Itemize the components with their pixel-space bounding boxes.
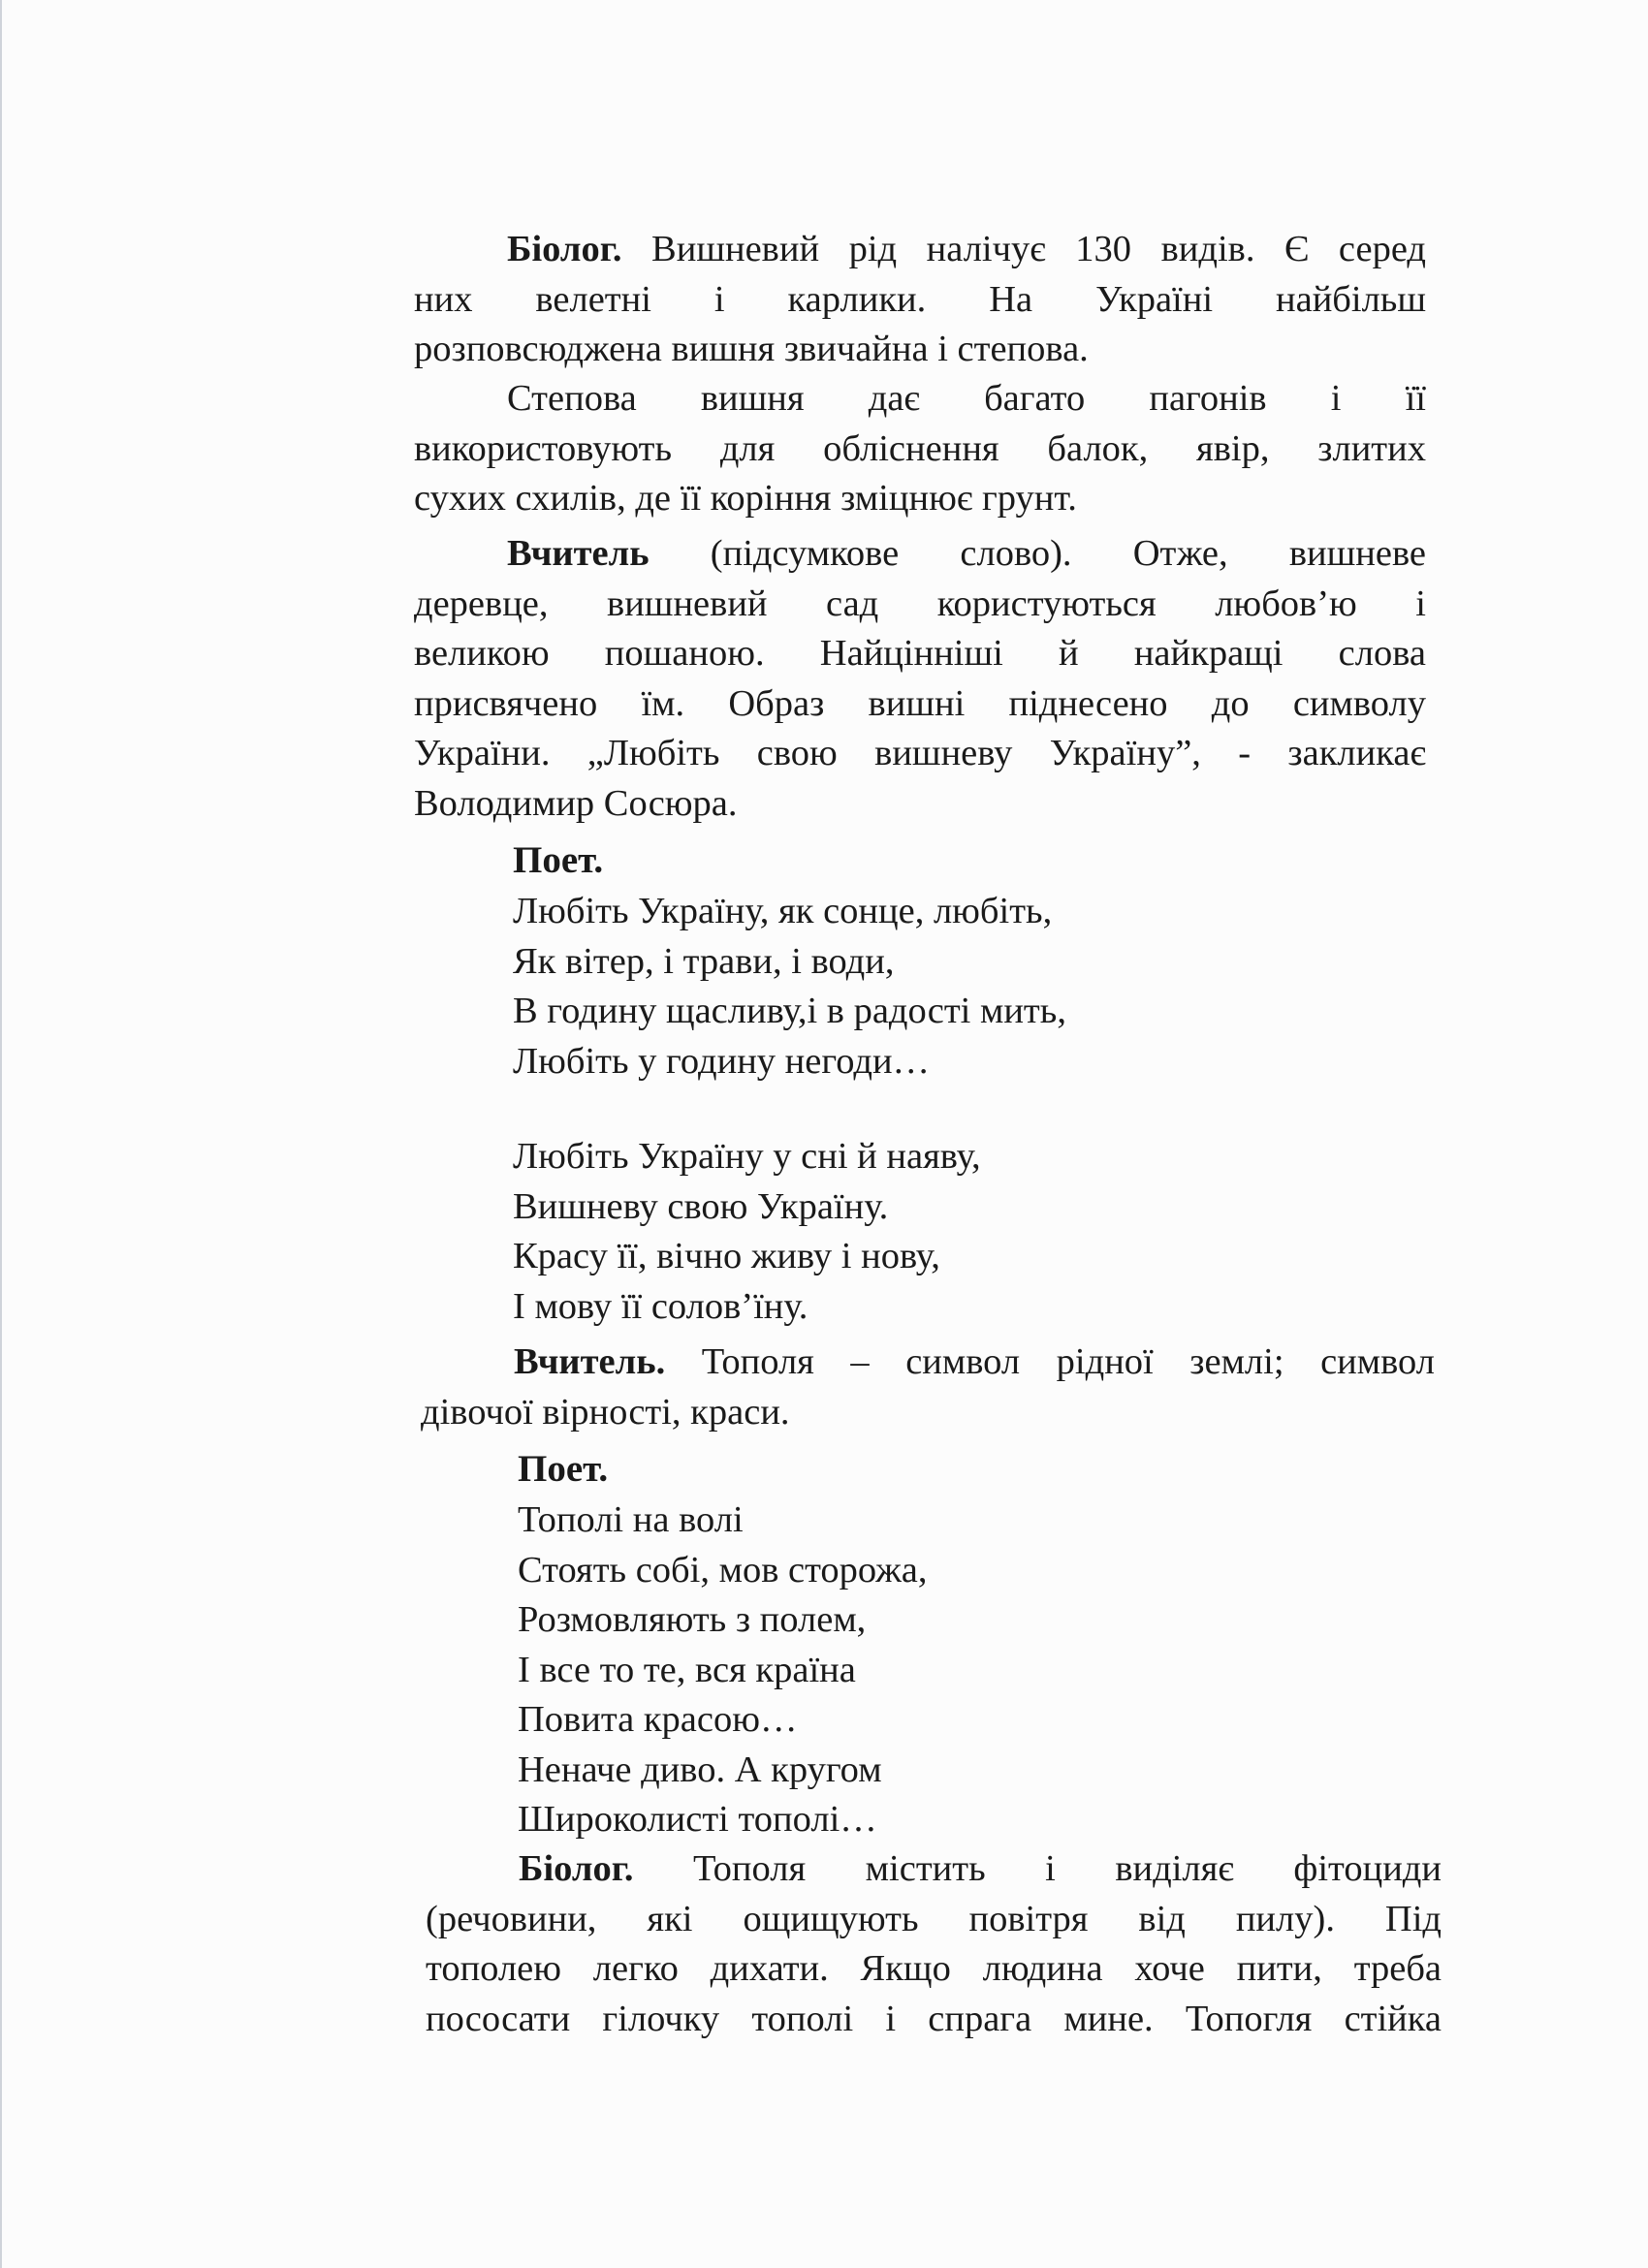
speaker-heading-poet-2: Поет. bbox=[518, 1448, 609, 1490]
verse-line: Любіть Україну у сні й наяву, bbox=[513, 1136, 981, 1177]
verse-line: Розмовляють з полем, bbox=[518, 1599, 867, 1640]
verse-line: Вишневу свою Україну. bbox=[513, 1185, 889, 1227]
verse-line: Повита красою… bbox=[518, 1699, 798, 1740]
speaker-heading-poet-1: Поет. bbox=[513, 839, 604, 881]
paragraph-line: тополею легко дихати. Якщо людина хоче пити, треба bbox=[426, 1948, 1442, 1989]
verse-line: Неначе диво. А кругом bbox=[518, 1748, 882, 1790]
paragraph-biolog-2 bbox=[426, 1844, 1442, 2044]
verse-line: В годину щасливу,і в радості мить, bbox=[513, 991, 1066, 1031]
paragraph-line: деревце, вишневий сад користуються любов’ю і bbox=[414, 583, 1426, 624]
poem-verse-2 bbox=[518, 1496, 928, 1845]
paragraph-vchytel-2 bbox=[421, 1338, 1435, 1437]
paragraph-vchytel-1 bbox=[414, 529, 1426, 829]
verse-line: Як вітер, і трави, і води, bbox=[513, 940, 895, 982]
speaker-label: Вчитель bbox=[507, 533, 650, 574]
verse-line: І все то те, вся країна bbox=[518, 1649, 856, 1690]
poem-verse-1 bbox=[513, 887, 1066, 1332]
paragraph-line: (речовини, які ощищують повітря від пилу). Під bbox=[426, 1898, 1442, 1939]
paragraph-line: Володимир Сосюра. bbox=[414, 782, 738, 824]
paragraph-line: них велетні і карлики. На Україні найбільш bbox=[414, 278, 1426, 320]
paragraph-line: присвячено їм. Образ вишні піднесено до символу bbox=[414, 682, 1426, 724]
verse-line: Стоять собі, мов сторожа, bbox=[518, 1549, 928, 1591]
paragraph-line: дівочої вірності, краси. bbox=[421, 1391, 790, 1433]
speaker-label: Біолог. bbox=[507, 229, 622, 269]
speaker-label: Біолог. bbox=[519, 1848, 634, 1889]
paragraph-line: Тополя містить і виділяє фітоциди bbox=[633, 1848, 1442, 1889]
verse-line: Красу її, вічно живу і нову, bbox=[513, 1236, 940, 1276]
speaker-label: Вчитель. bbox=[514, 1341, 666, 1382]
paragraph-line: Тополя – символ рідної землі; символ bbox=[665, 1341, 1435, 1382]
paragraph-line: Вишневий рід налічує 130 видів. Є серед bbox=[621, 229, 1426, 269]
paragraph-line: використовують для обліснення балок, явір, злитих bbox=[414, 427, 1426, 469]
verse-line: Тополі на волі bbox=[518, 1499, 744, 1540]
paragraph-line: сухих схилів, де її коріння зміцнює грунт. bbox=[414, 478, 1077, 519]
verse-line: Любіть Україну, як сонце, любіть, bbox=[513, 891, 1053, 931]
paragraph-line: України. „Любіть свою вишневу Україну”, - закликає bbox=[414, 733, 1426, 773]
paragraph-line: великою пошаною. Найцінніші й найкращі слова bbox=[414, 633, 1426, 674]
paragraph-stepova bbox=[414, 374, 1426, 524]
stanza-gap bbox=[513, 1087, 1066, 1132]
paragraph-line: Степова вишня дає багато пагонів і її bbox=[507, 378, 1426, 419]
verse-line: І мову її солов’їну. bbox=[513, 1285, 808, 1327]
verse-line: Любіть у годину негоди… bbox=[513, 1040, 931, 1082]
paragraph-biolog-1 bbox=[414, 225, 1426, 375]
paragraph-line: розповсюджена вишня звичайна і степова. bbox=[414, 329, 1089, 369]
paragraph-line: (підсумкове слово). Отже, вишневе bbox=[649, 533, 1426, 574]
paragraph-line: пососати гілочку тополі і спрага мине. Топогля стійка bbox=[426, 1998, 1442, 2039]
verse-line: Широколисті тополі… bbox=[518, 1799, 877, 1840]
